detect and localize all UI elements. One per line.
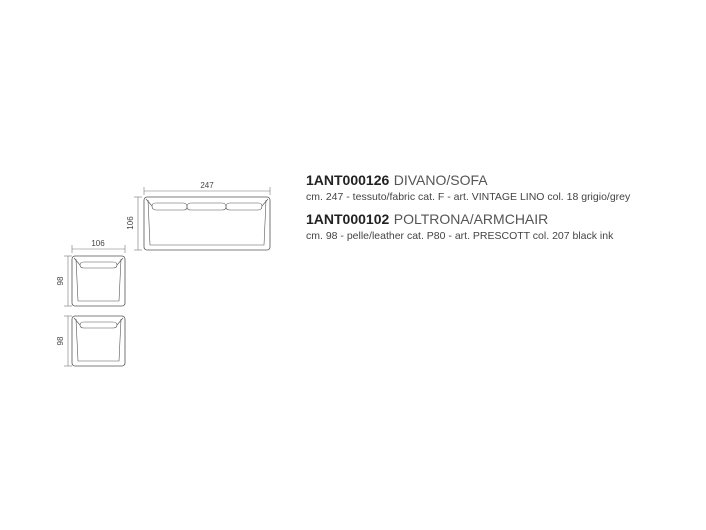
product-name: POLTRONA/ARMCHAIR (393, 211, 549, 227)
product-description-armchair: cm. 98 - pelle/leather cat. P80 - art. PRESCOTT col. 207 black ink (306, 230, 614, 242)
armchair-2-dimension-depth (56, 316, 72, 366)
armchair-dimension-width (72, 239, 125, 253)
product-title-armchair (306, 211, 548, 229)
sofa-plan (144, 197, 270, 250)
armchair-1-depth-label: 98 (56, 276, 65, 286)
product-name: DIVANO/SOFA (393, 172, 488, 188)
sofa-dimension-depth (126, 197, 142, 250)
armchair-width-label: 106 (91, 239, 105, 248)
sofa-depth-label: 106 (126, 216, 135, 230)
armchair-2-plan (72, 316, 125, 366)
armchair-1-dimension-depth (56, 256, 72, 306)
sofa-width-label: 247 (200, 181, 214, 190)
product-code: 1ANT000102 (306, 211, 390, 227)
product-description-sofa: cm. 247 - tessuto/fabric cat. F - art. VINTAGE LINO col. 18 grigio/grey (306, 191, 631, 203)
armchair-1-plan (72, 256, 125, 306)
armchair-2-depth-label: 98 (56, 336, 65, 346)
product-code: 1ANT000126 (306, 172, 390, 188)
product-title-sofa (306, 172, 488, 190)
sofa-dimension-width (144, 181, 270, 195)
